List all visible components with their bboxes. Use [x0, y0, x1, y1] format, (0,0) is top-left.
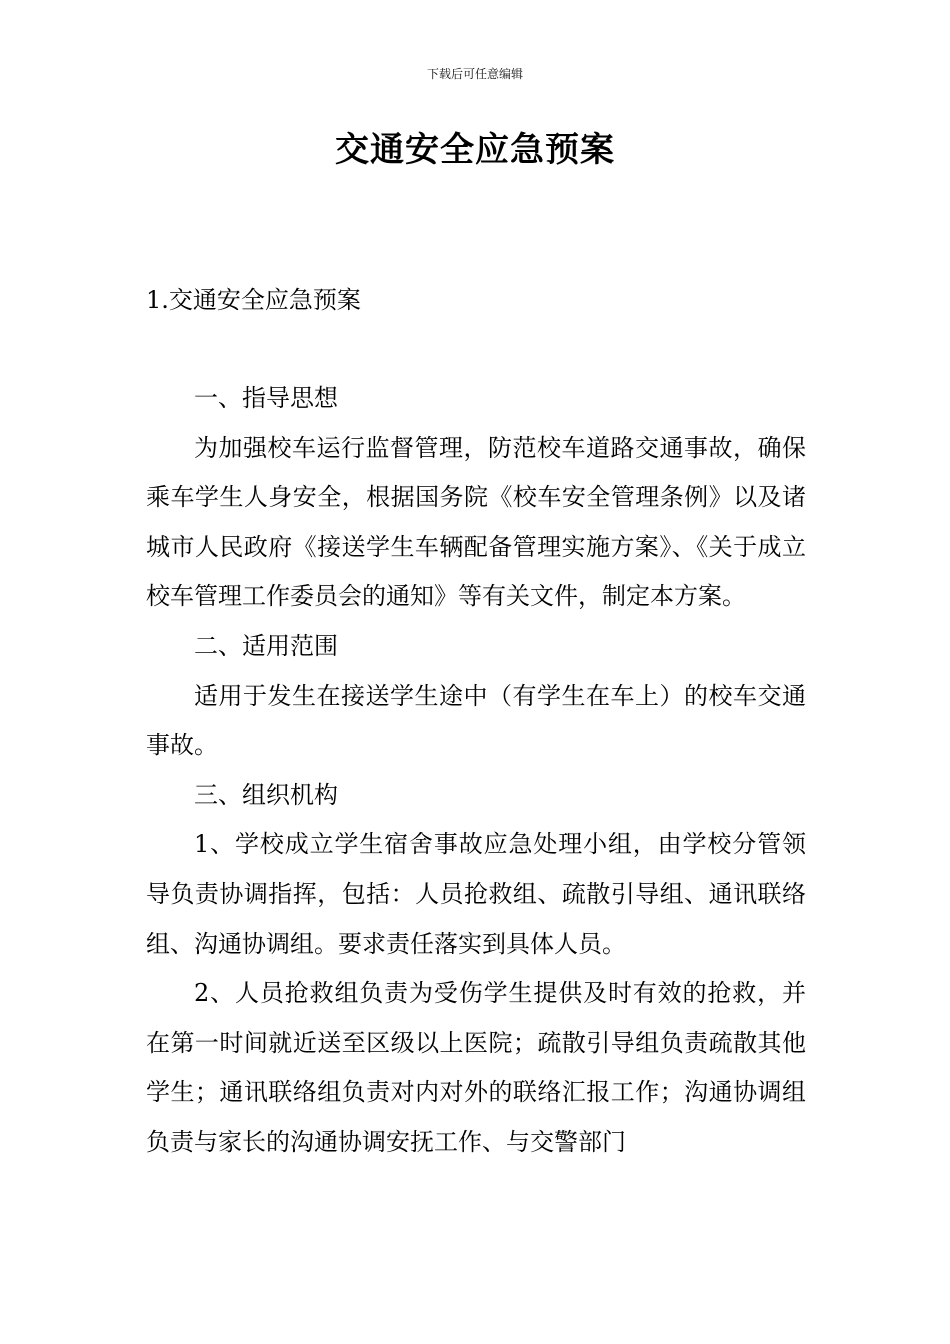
header-note: 下载后可任意编辑	[426, 67, 523, 81]
paragraph-scope: 适用于发生在接送学生途中（有学生在车上）的校车交通事故。	[146, 681, 806, 760]
paragraph-organization-2: 2、人员抢救组负责为受伤学生提供及时有效的抢救，并在第一时间就近送至区级以上医院；疏散引导组负责疏散其他学生；通讯联络组负责对内对外的联络汇报工作；沟通协调组负责与家长的沟通协调安抚工作、与交警部门	[146, 979, 806, 1156]
heading-organization: 三、组织机构	[194, 780, 338, 809]
section-heading: 1.交通安全应急预案	[146, 286, 361, 314]
heading-scope: 二、适用范围	[194, 631, 338, 660]
heading-guiding-ideology: 一、指导思想	[194, 384, 338, 412]
document-body	[146, 374, 806, 1168]
paragraph-guiding-ideology: 为加强校车运行监督管理，防范校车道路交通事故，确保乘车学生人身安全，根据国务院《校车安全管理条例》以及诸城市人民政府《接送学生车辆配备管理实施方案》、《关于成立校车管理工作委员会的通知》等有关文件，制定本方案。	[146, 433, 806, 611]
paragraph-organization-1: 1、学校成立学生宿舍事故应急处理小组，由学校分管领导负责协调指挥，包括：人员抢救组、疏散引导组、通讯联络组、沟通协调组。要求责任落实到具体人员。	[146, 830, 806, 958]
document-title: 交通安全应急预案	[335, 130, 615, 170]
